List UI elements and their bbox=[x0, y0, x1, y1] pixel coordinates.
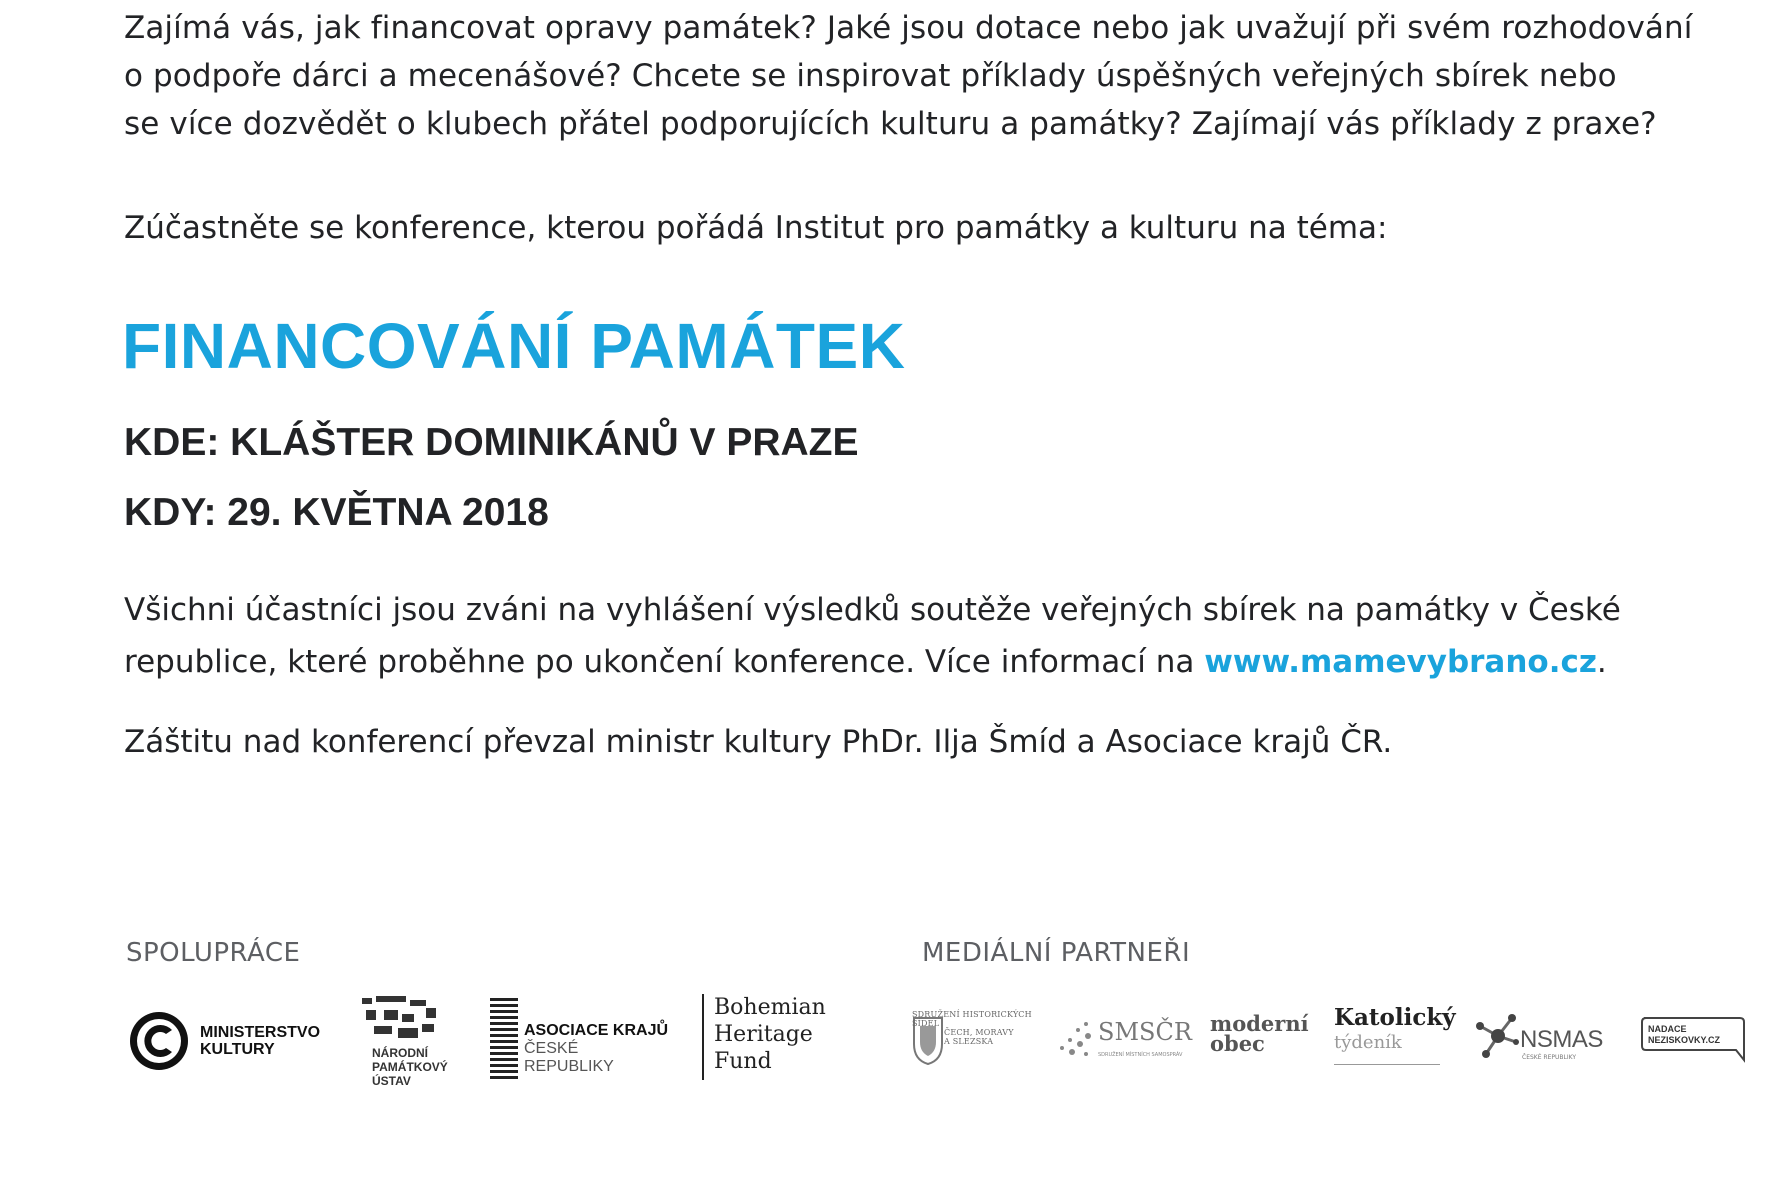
smscr-logo bbox=[1056, 1018, 1190, 1068]
mk-line-1: MINISTERSTVO bbox=[200, 1024, 321, 1041]
invite-text: Zúčastněte se konference, kterou pořádá Institut pro památky a kulturu na téma: bbox=[124, 210, 1388, 246]
website-link[interactable]: www.mamevybrano.cz bbox=[1204, 644, 1597, 680]
kt-line-1: Katolický bbox=[1334, 1004, 1456, 1031]
akcr-line-2: ČESKÉ REPUBLIKY bbox=[524, 1040, 614, 1075]
npu-line-2: PAMÁTKOVÝ bbox=[372, 1060, 448, 1074]
bohemian-heritage-fund-logo bbox=[702, 994, 844, 1080]
smscr-name: SMSČR bbox=[1098, 1018, 1192, 1046]
nsmas-name: NSMAS bbox=[1520, 1026, 1603, 1053]
npu-line-3: ÚSTAV bbox=[372, 1074, 411, 1088]
info-line-2-prefix: republice, které proběhne po ukončení konference. Více informací na bbox=[124, 644, 1205, 680]
bhf-line-3: Fund bbox=[714, 1049, 772, 1074]
kt-line-2: týdeník bbox=[1334, 1032, 1402, 1053]
venue: KDE: KLÁŠTER DOMINIKÁNŮ V PRAZE bbox=[124, 421, 859, 464]
patronage-text: Záštitu nad konferencí převzal ministr kultury PhDr. Ilja Šmíd a Asociace krajů ČR. bbox=[124, 724, 1393, 760]
intro-line: Zajímá vás, jak financovat opravy památek? Jaké jsou dotace nebo jak uvažují při svém rozhodování bbox=[124, 10, 1693, 46]
mo-line-1: moderní bbox=[1210, 1011, 1309, 1036]
akcr-line-1: ASOCIACE KRAJŮ bbox=[524, 1022, 669, 1039]
intro-line: se více dozvědět o klubech přátel podporujících kulturu a památky? Zajímají vás příklady z praxe? bbox=[124, 106, 1657, 142]
media-partners-label: MEDIÁLNÍ PARTNEŘI bbox=[922, 938, 1191, 968]
npu-line-1: NÁRODNÍ bbox=[372, 1046, 428, 1060]
info-paragraph bbox=[124, 584, 1764, 688]
nsmas-sub: ČESKÉ REPUBLIKY bbox=[1522, 1054, 1577, 1061]
smscr-dots-icon bbox=[1056, 1018, 1096, 1062]
nadace-neziskovky-logo bbox=[1640, 1016, 1744, 1062]
npu-logo bbox=[360, 996, 470, 1096]
nsmas-network-icon bbox=[1474, 1012, 1522, 1062]
info-line-1: Všichni účastníci jsou zváni na vyhlášení výsledků soutěže veřejných sbírek na památky v České bbox=[124, 592, 1621, 628]
asociace-stripes-icon bbox=[490, 998, 518, 1080]
intro-paragraph bbox=[124, 4, 1764, 148]
nsmas-logo bbox=[1474, 1012, 1610, 1068]
bhf-line-2: Heritage bbox=[714, 1022, 813, 1047]
nn-line-2: NEZISKOVKY.CZ bbox=[1648, 1035, 1721, 1045]
shs-line-3: A SLEZSKA bbox=[944, 1037, 994, 1046]
ministerstvo-kultury-logo bbox=[128, 1010, 338, 1074]
shs-line-2: ČECH, MORAVY bbox=[944, 1028, 1014, 1037]
ministerstvo-kultury-emblem-icon bbox=[128, 1010, 190, 1072]
npu-emblem-icon bbox=[362, 996, 440, 1042]
bhf-line-1: Bohemian bbox=[714, 995, 826, 1020]
shs-logo bbox=[912, 1010, 1042, 1070]
katolicky-tydenik-logo bbox=[1334, 1004, 1456, 1065]
conference-title: FINANCOVÁNÍ PAMÁTEK bbox=[122, 310, 906, 382]
smscr-sub: SDRUŽENÍ MÍSTNÍCH SAMOSPRÁV bbox=[1098, 1052, 1183, 1058]
mo-line-2: obec bbox=[1210, 1031, 1265, 1056]
asociace-kraju-logo bbox=[490, 998, 670, 1082]
intro-line: o podpoře dárci a mecenášové? Chcete se inspirovat příklady úspěšných veřejných sbírek nebo bbox=[124, 58, 1617, 94]
shs-line-1: SDRUŽENÍ HISTORICKÝCH SÍDEL bbox=[912, 1010, 1032, 1028]
date: KDY: 29. KVĚTNA 2018 bbox=[124, 491, 549, 534]
nn-line-1: NADACE bbox=[1648, 1024, 1687, 1034]
info-line-2-suffix: . bbox=[1596, 644, 1607, 680]
cooperation-label: SPOLUPRÁCE bbox=[126, 938, 301, 968]
moderni-obec-logo bbox=[1210, 1011, 1310, 1060]
mk-line-2: KULTURY bbox=[200, 1041, 275, 1058]
